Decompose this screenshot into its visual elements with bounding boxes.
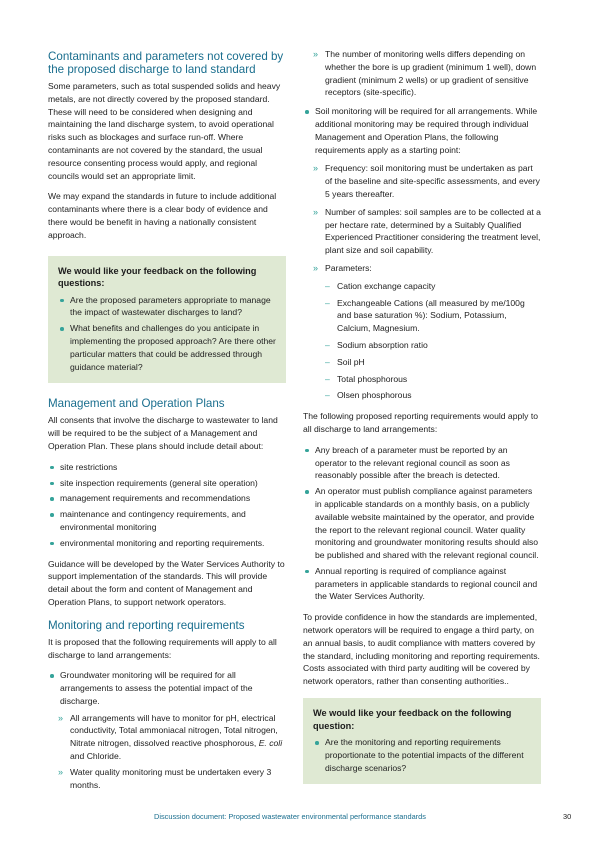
left-column [48,50,286,799]
feedback-question: What benefits and challenges do you anticipate in implementing the proposed approach? Are there other particular matters that could be addressed through guidance material? [58,322,276,373]
paragraph: It is proposed that the following requirements will apply to all discharge to land arrangements: [48,636,277,660]
soil-monitoring-list [303,105,541,402]
section-heading-contaminants: Contaminants and parameters not covered by the proposed discharge to land standard [48,50,284,76]
plan-detail-list [48,461,286,550]
groundwater-sublist-continued [303,48,541,99]
list-item: maintenance and contingency requirements, and environmental monitoring [48,508,286,534]
parameter-list [303,280,541,402]
right-column [303,48,541,784]
list-item-soil [303,105,541,402]
sublist-item-parameters: » Parameters: – Cation exchange capacity – Exchangeable Cations (all measured by me/100g and base saturation %): Sodium, Potassium, Calcium, Magnesium. – Sodium absorption ratio – Soil pH – Total phosphorous – Olsen phosphorous [303,262,541,402]
list-item: Annual reporting is required of compliance against parameters in applicable standards to regional council and the Water Services Authority. [303,565,541,603]
feedback-box-questions [48,256,286,384]
list-item-text: Soil monitoring will be required for all arrangements. While additional monitoring may be required through individual Management and Operation Plans, the following requirements apply as a starting point: [315,106,538,155]
sublist-item: » The number of monitoring wells differs depending on whether the bore is up gradient (minimum 1 well), down gradient (minimum 2 wells) or up gradient of sensitive receptors (site-specific). [303,48,541,99]
parameter-item: – Sodium absorption ratio [303,339,541,352]
paragraph: All consents that involve the discharge to wastewater to land will be required to be the subject of a Management and Operation Plan. These plans should include detail about: [48,415,278,451]
reporting-list [303,444,541,604]
parameter-item: – Soil pH [303,356,541,369]
list-item: environmental monitoring and reporting requirements. [48,537,286,550]
monitoring-list [48,669,286,791]
page-number: 30 [563,812,572,821]
feedback-question: Are the proposed parameters appropriate to manage the impact of wastewater discharges to land? [58,294,276,320]
list-item-groundwater [48,669,286,791]
feedback-box-question [303,698,541,784]
sublist-item: » All arrangements will have to monitor for pH, electrical conductivity, Total ammoniacal nitrogen, Total nitrogen, Nitrate nitrogen, dissolved reactive phosphorous, E. coli and Chloride. [48,712,286,763]
soil-sublist [303,162,541,402]
parameter-item: – Exchangeable Cations (all measured by me/100g and base saturation %): Sodium, Potassium, Calcium, Magnesium. [303,297,541,335]
feedback-question-list [313,736,531,774]
paragraph: The following proposed reporting requirements would apply to all discharge to land arrangements: [303,411,539,434]
feedback-title: We would like your feedback on the following questions: [58,265,257,289]
list-item: An operator must publish compliance against parameters in applicable standards on a monthly basis, on a publicly available website maintained by the operator, and provide the report to the relevant regional council. Water quality monitoring and groundwater monitoring results should also be published and shared with the relevant regional council. [303,485,541,562]
list-item: site restrictions [48,461,286,474]
paragraph: To provide confidence in how the standards are implemented, network operators will be required to engage a third party, on an annual basis, to audit compliance with matters covered by the standard, including monitoring and reporting requirements. Costs associated with third party auditing will be covered by network operators, rather than consenting authorities.. [303,612,540,687]
feedback-question-list [58,294,276,374]
feedback-question: Are the monitoring and reporting requirements proportionate to the potential impacts of the different discharge scenarios? [313,736,531,774]
groundwater-sublist [48,712,286,792]
paragraph: We may expand the standards in future to include additional contaminants where there is a clear body of evidence and there would be benefit in having a nationally consistent approach. [48,191,277,240]
paragraph: Guidance will be developed by the Water Services Authority to support implementation of the standards. This will provide detail about the form and content of Management and Operation Plans, to support network operators. [48,558,285,607]
list-item: management requirements and recommendations [48,492,286,505]
parameter-item: – Olsen phosphorous [303,389,541,402]
list-item: site inspection requirements (general site operation) [48,477,286,490]
list-item-text: Groundwater monitoring will be required for all arrangements to assess the potential impact of the discharge. [60,670,253,706]
feedback-title: We would like your feedback on the following question: [313,708,512,731]
section-heading-management-plans: Management and Operation Plans [48,397,225,411]
sublist-item: » Number of samples: soil samples are to be collected at a per hectare rate, determined by a Suitably Qualified Experienced Practitioner considering the treatment level, plant size and soil capability. [303,206,541,257]
section-heading-monitoring: Monitoring and reporting requirements [48,618,245,632]
paragraph: Some parameters, such as total suspended solids and heavy metals, are not directly covered by the proposed standard. These will need to be considered when designing and maintaining the land discharge system, to avoid operational risks such as blockages and surface run-off. Where contaminants are not covered by the standard, the usual resource consenting process would apply, and regional councils would set an appropriate limit. [48,81,281,181]
parameter-item: – Total phosphorous [303,373,541,386]
sublist-item: » Water quality monitoring must be undertaken every 3 months. [48,766,286,792]
list-item: Any breach of a parameter must be reported by an operator to the relevant regional council as soon as reasonably possible after the breach is detected. [303,444,541,482]
footer-document-title: Discussion document: Proposed wastewater environmental performance standards [154,812,426,821]
sublist-item: » Frequency: soil monitoring must be undertaken as part of the baseline and site-specific assessments, and every 5 years thereafter. [303,162,541,200]
parameter-item: – Cation exchange capacity [303,280,541,293]
